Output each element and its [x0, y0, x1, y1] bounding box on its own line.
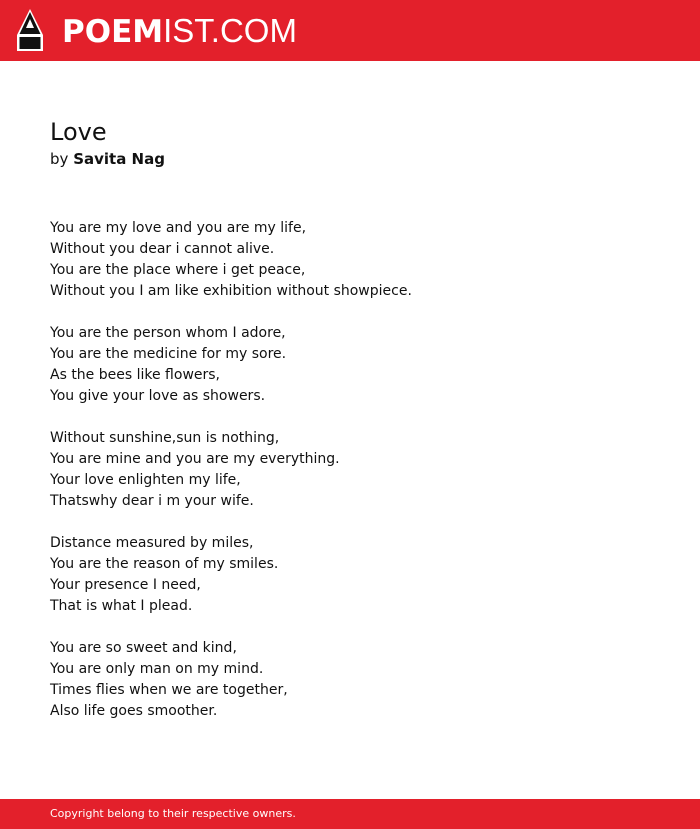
copyright-notice: Copyright belong to their respective owners. — [50, 807, 296, 820]
stanza — [50, 323, 670, 407]
poem-body — [50, 218, 670, 743]
poem-line: Thatswhy dear i m your wife. — [50, 493, 254, 509]
site-footer — [0, 799, 700, 829]
site-logo-text[interactable] — [62, 11, 297, 51]
site-header — [0, 0, 700, 61]
poem-line: You are the reason of my smiles. — [50, 556, 279, 572]
brand-bold: POEM — [62, 14, 164, 50]
stanza — [50, 533, 670, 617]
author-name: Savita Nag — [73, 150, 165, 168]
poem-line: You are mine and you are my everything. — [50, 451, 340, 467]
brand-rest: IST.COM — [163, 12, 297, 49]
poem-line: That is what I plead. — [50, 598, 193, 614]
poem-line: Your love enlighten my life, — [50, 472, 241, 488]
poem-line: You are the medicine for my sore. — [50, 346, 287, 362]
poem-line: You are the person whom I adore, — [50, 325, 286, 341]
stanza — [50, 638, 670, 722]
poem-line: Times flies when we are together, — [50, 682, 288, 698]
poem-line: You give your love as showers. — [50, 388, 266, 404]
poem-line: Distance measured by miles, — [50, 535, 254, 551]
poem-line: You are so sweet and kind, — [50, 640, 237, 656]
pencil-logo-icon[interactable] — [17, 9, 43, 51]
poem-line: As the bees like flowers, — [50, 367, 221, 383]
poem-line: You are only man on my mind. — [50, 661, 264, 677]
poem-line: Without you dear i cannot alive. — [50, 241, 275, 257]
poem-line: Without sunshine,sun is nothing, — [50, 430, 280, 446]
poem-line: Also life goes smoother. — [50, 703, 218, 719]
poem-line: Your presence I need, — [50, 577, 201, 593]
stanza — [50, 218, 670, 302]
poem-title: Love — [50, 118, 107, 146]
byline — [50, 148, 165, 170]
poem-line: Without you I am like exhibition without showpiece. — [50, 283, 412, 299]
poem-line: You are the place where i get peace, — [50, 262, 306, 278]
poem-line: You are my love and you are my life, — [50, 220, 307, 236]
stanza — [50, 428, 670, 512]
byline-prefix: by — [50, 150, 69, 168]
